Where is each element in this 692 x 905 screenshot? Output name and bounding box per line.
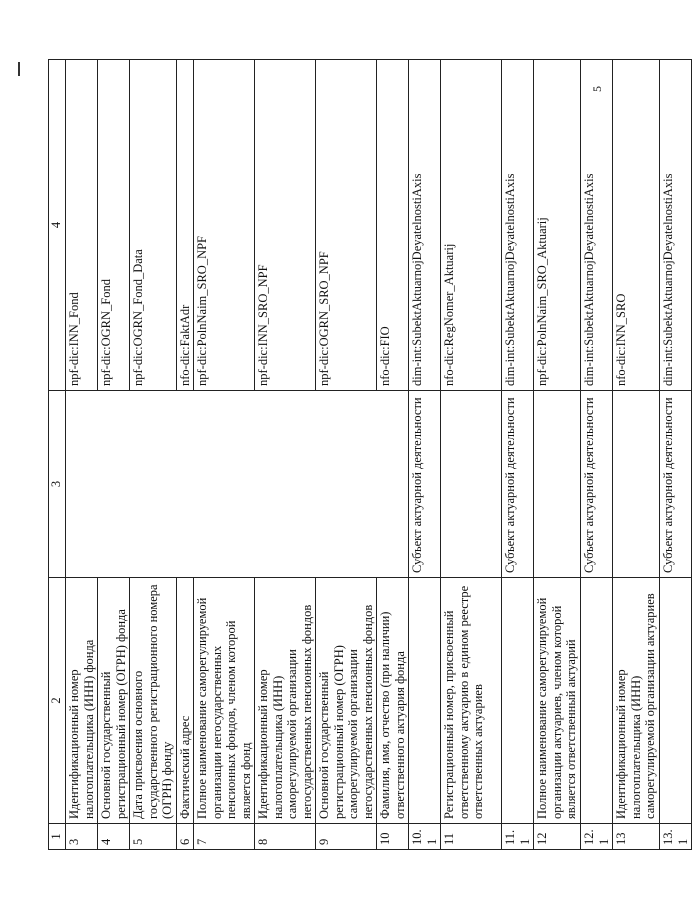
row-description: Идентификационный номер налогоплательщика (ИНН) фонда bbox=[66, 578, 98, 824]
row-description: Основной государственный регистрационный номер (ОГРН) фонда bbox=[98, 578, 130, 824]
row-number: 6 bbox=[176, 824, 194, 850]
row-description bbox=[409, 578, 441, 824]
row-number: 10 bbox=[377, 824, 409, 850]
row-description bbox=[660, 578, 692, 824]
row-description: Основной государственный регистрационный номер (ОГРН) саморегулируемой организации негосударственных пенсионных фондов bbox=[316, 578, 377, 824]
row-number: 11 bbox=[441, 824, 502, 850]
row-number: 12.1 bbox=[581, 824, 613, 850]
row-subject bbox=[66, 391, 409, 578]
row-number: 12 bbox=[534, 824, 581, 850]
table-row bbox=[581, 60, 613, 850]
row-code: dim-int:SubektAktuarnojDeyatelnostiAxis bbox=[581, 60, 613, 391]
table-header-row bbox=[49, 60, 66, 850]
row-subject bbox=[613, 391, 660, 578]
row-code: npf-dic:OGRN_Fond_Data bbox=[130, 60, 177, 391]
row-number: 7 bbox=[194, 824, 255, 850]
header-cell-number: 1 bbox=[49, 824, 66, 850]
row-number: 3 bbox=[66, 824, 98, 850]
table-row bbox=[502, 60, 534, 850]
row-subject: Субъект актуарной деятельности bbox=[660, 391, 692, 578]
row-number: 9 bbox=[316, 824, 377, 850]
table-row bbox=[66, 60, 98, 850]
page-number: 5 bbox=[590, 86, 604, 92]
row-subject: Субъект актуарной деятельности bbox=[502, 391, 534, 578]
row-code: nfo-dic:FIO bbox=[377, 60, 409, 391]
row-description: Фактический адрес bbox=[176, 578, 194, 824]
row-number: 8 bbox=[255, 824, 316, 850]
row-code: npf-dic:OGRN_Fond bbox=[98, 60, 130, 391]
row-number: 4 bbox=[98, 824, 130, 850]
row-description: Фамилия, имя, отчество (при наличии) ответственного актуария фонда bbox=[377, 578, 409, 824]
header-cell-description: 2 bbox=[49, 578, 66, 824]
margin-mark bbox=[18, 62, 20, 76]
header-cell-code: 4 bbox=[49, 60, 66, 391]
row-subject: Субъект актуарной деятельности bbox=[581, 391, 613, 578]
row-description: Идентификационный номер налогоплательщика (ИНН) саморегулируемой организации негосударственных пенсионных фондов bbox=[255, 578, 316, 824]
table-row bbox=[409, 60, 441, 850]
row-code: dim-int:SubektAktuarnojDeyatelnostiAxis bbox=[502, 60, 534, 391]
row-description: Полное наименование саморегулируемой организации актуариев, членом которой является ответственный актуарий bbox=[534, 578, 581, 824]
row-code: dim-int:SubektAktuarnojDeyatelnostiAxis bbox=[409, 60, 441, 391]
rotated-table-container bbox=[48, 60, 690, 850]
row-number: 13 bbox=[613, 824, 660, 850]
table-row bbox=[534, 60, 581, 850]
row-number: 13.1 bbox=[660, 824, 692, 850]
row-description bbox=[502, 578, 534, 824]
row-description bbox=[581, 578, 613, 824]
row-subject bbox=[534, 391, 581, 578]
table-row bbox=[613, 60, 660, 850]
row-description: Дата присвоения основного государственного регистрационного номера (ОГРН) фонду bbox=[130, 578, 177, 824]
row-code: npf-dic:OGRN_SRO_NPF bbox=[316, 60, 377, 391]
row-description: Полное наименование саморегулируемой организации негосударственных пенсионных фондов, членом которой является фонд bbox=[194, 578, 255, 824]
row-code: npf-dic:INN_SRO_NPF bbox=[255, 60, 316, 391]
row-description: Регистрационный номер, присвоенный ответственному актуарию в едином реестре ответственных актуариев bbox=[441, 578, 502, 824]
row-code: nfo-dic:INN_SRO bbox=[613, 60, 660, 391]
table-row bbox=[660, 60, 692, 850]
row-number: 5 bbox=[130, 824, 177, 850]
row-code: nfo-dic:FaktAdr bbox=[176, 60, 194, 391]
row-code: npf-dic:PolnNaim_SRO_Aktuarij bbox=[534, 60, 581, 391]
row-subject: Субъект актуарной деятельности bbox=[409, 391, 441, 578]
header-cell-subject: 3 bbox=[49, 391, 66, 578]
row-code: npf-dic:PolnNaim_SRO_NPF bbox=[194, 60, 255, 391]
table-row bbox=[441, 60, 502, 850]
row-number: 11.1 bbox=[502, 824, 534, 850]
field-mapping-table bbox=[48, 59, 692, 850]
row-code: nfo-dic:RegNomer_Aktuarij bbox=[441, 60, 502, 391]
row-code: npf-dic:INN_Fond bbox=[66, 60, 98, 391]
row-code: dim-int:SubektAktuarnojDeyatelnostiAxis bbox=[660, 60, 692, 391]
row-subject bbox=[441, 391, 502, 578]
row-number: 10.1 bbox=[409, 824, 441, 850]
row-description: Идентификационный номер налогоплательщика (ИНН) саморегулируемой организации актуариев bbox=[613, 578, 660, 824]
